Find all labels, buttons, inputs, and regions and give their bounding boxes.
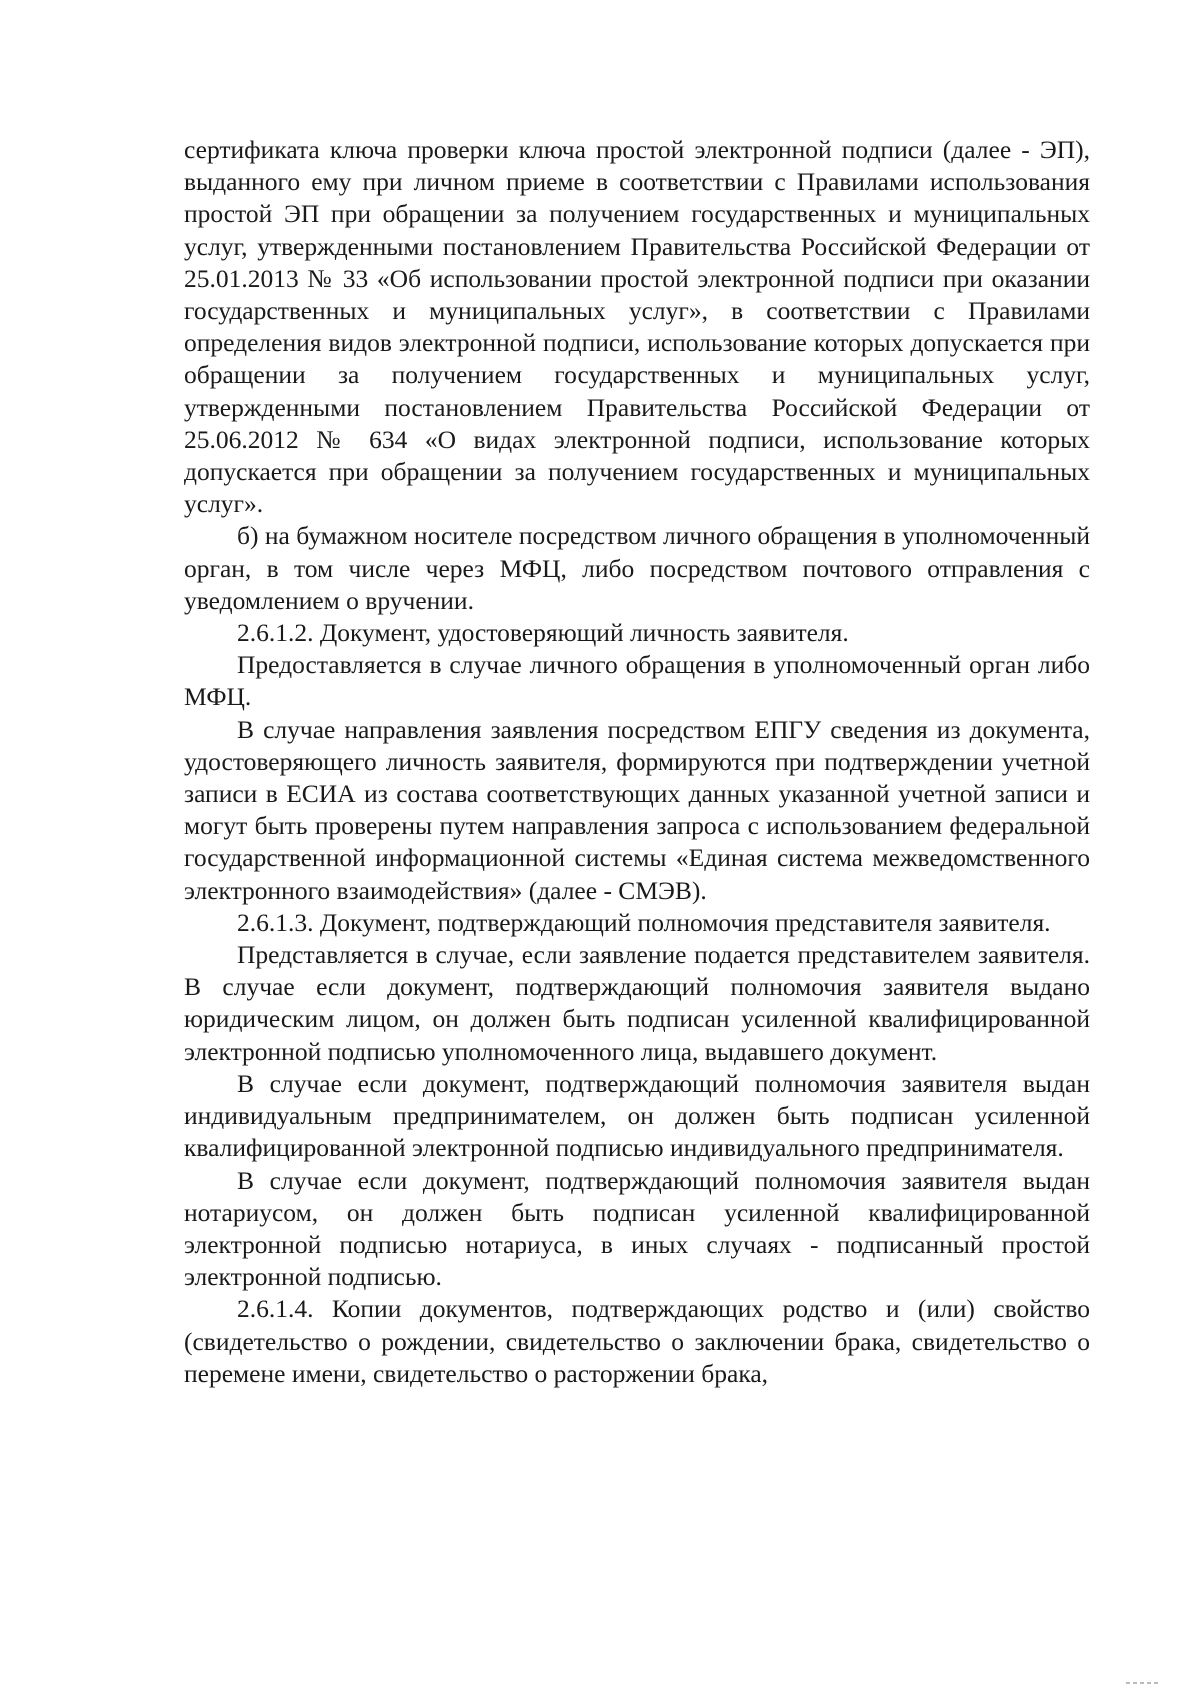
paragraph-paper-submission: б) на бумажном носителе посредством личного обращения в уполномоченный орган, в том числе через МФЦ, либо посредством почтового отправления с уведомлением о вручении. bbox=[184, 521, 1090, 615]
paragraph-2-6-1-4-heading: 2.6.1.4. Копии документов, подтверждающих родство и (или) свойство (свидетельство о рождении, свидетельство о заключении брака, свидетельство о перемене имени, свидетельство о расторжении брака, bbox=[184, 1294, 1090, 1388]
paragraph-certificate-continuation: сертификата ключа проверки ключа простой электронной подписи (далее - ЭП), выданного ему при личном приеме в соответствии с Правилами использования простой ЭП при обращении за получением государственных и муниципальных услуг, утвержденными постановлением Правительства Российской Федерации от 25.01.2013 № 33 «Об использовании простой электронной подписи при оказании государственных и муниципальных услуг», в соответствии с Правилами определения видов электронной подписи, использование которых допускается при обращении за получением государственных и муниципальных услуг, утвержденными постановлением Правительства Российской Федерации от 25.06.2012 № 634 «О видах электронной подписи, использование которых допускается при обращении за получением государственных и муниципальных услуг». bbox=[184, 135, 1090, 519]
document-body bbox=[184, 134, 1090, 1390]
paragraph-notary: В случае если документ, подтверждающий полномочия заявителя выдан нотариусом, он должен быть подписан усиленной квалифицированной электронной подписью нотариуса, в иных случаях - подписанный простой электронной подписью. bbox=[184, 1165, 1090, 1292]
paragraph-individual-entrepreneur: В случае если документ, подтверждающий полномочия заявителя выдан индивидуальным предпринимателем, он должен быть подписан усиленной квалифицированной электронной подписью индивидуального предпринимателя. bbox=[184, 1068, 1090, 1163]
paragraph-provided-personal-visit: Предоставляется в случае личного обращения в уполномоченный орган либо МФЦ. bbox=[184, 650, 1090, 712]
scan-artifact-mark bbox=[1126, 1682, 1166, 1686]
paragraph-2-6-1-3-heading: 2.6.1.3. Документ, подтверждающий полномочия представителя заявителя. bbox=[237, 907, 1051, 937]
paragraph-epgu-submission: В случае направления заявления посредством ЕПГУ сведения из документа, удостоверяющего личность заявителя, формируются при подтверждении учетной записи в ЕСИА из состава соответствующих данных указанной учетной записи и могут быть проверены путем направления запроса с использованием федеральной государственной информационной системы «Единая система межведомственного электронного взаимодействия» (далее - СМЭВ). bbox=[184, 714, 1090, 905]
paragraph-representative-submission: Представляется в случае, если заявление подается представителем заявителя. В случае если документ, подтверждающий полномочия заявителя выдано юридическим лицом, он должен быть подписан усиленной квалифицированной электронной подписью уполномоченного лица, выдавшего документ. bbox=[184, 940, 1090, 1066]
paragraph-2-6-1-2-heading: 2.6.1.2. Документ, удостоверяющий личность заявителя. bbox=[237, 618, 849, 648]
